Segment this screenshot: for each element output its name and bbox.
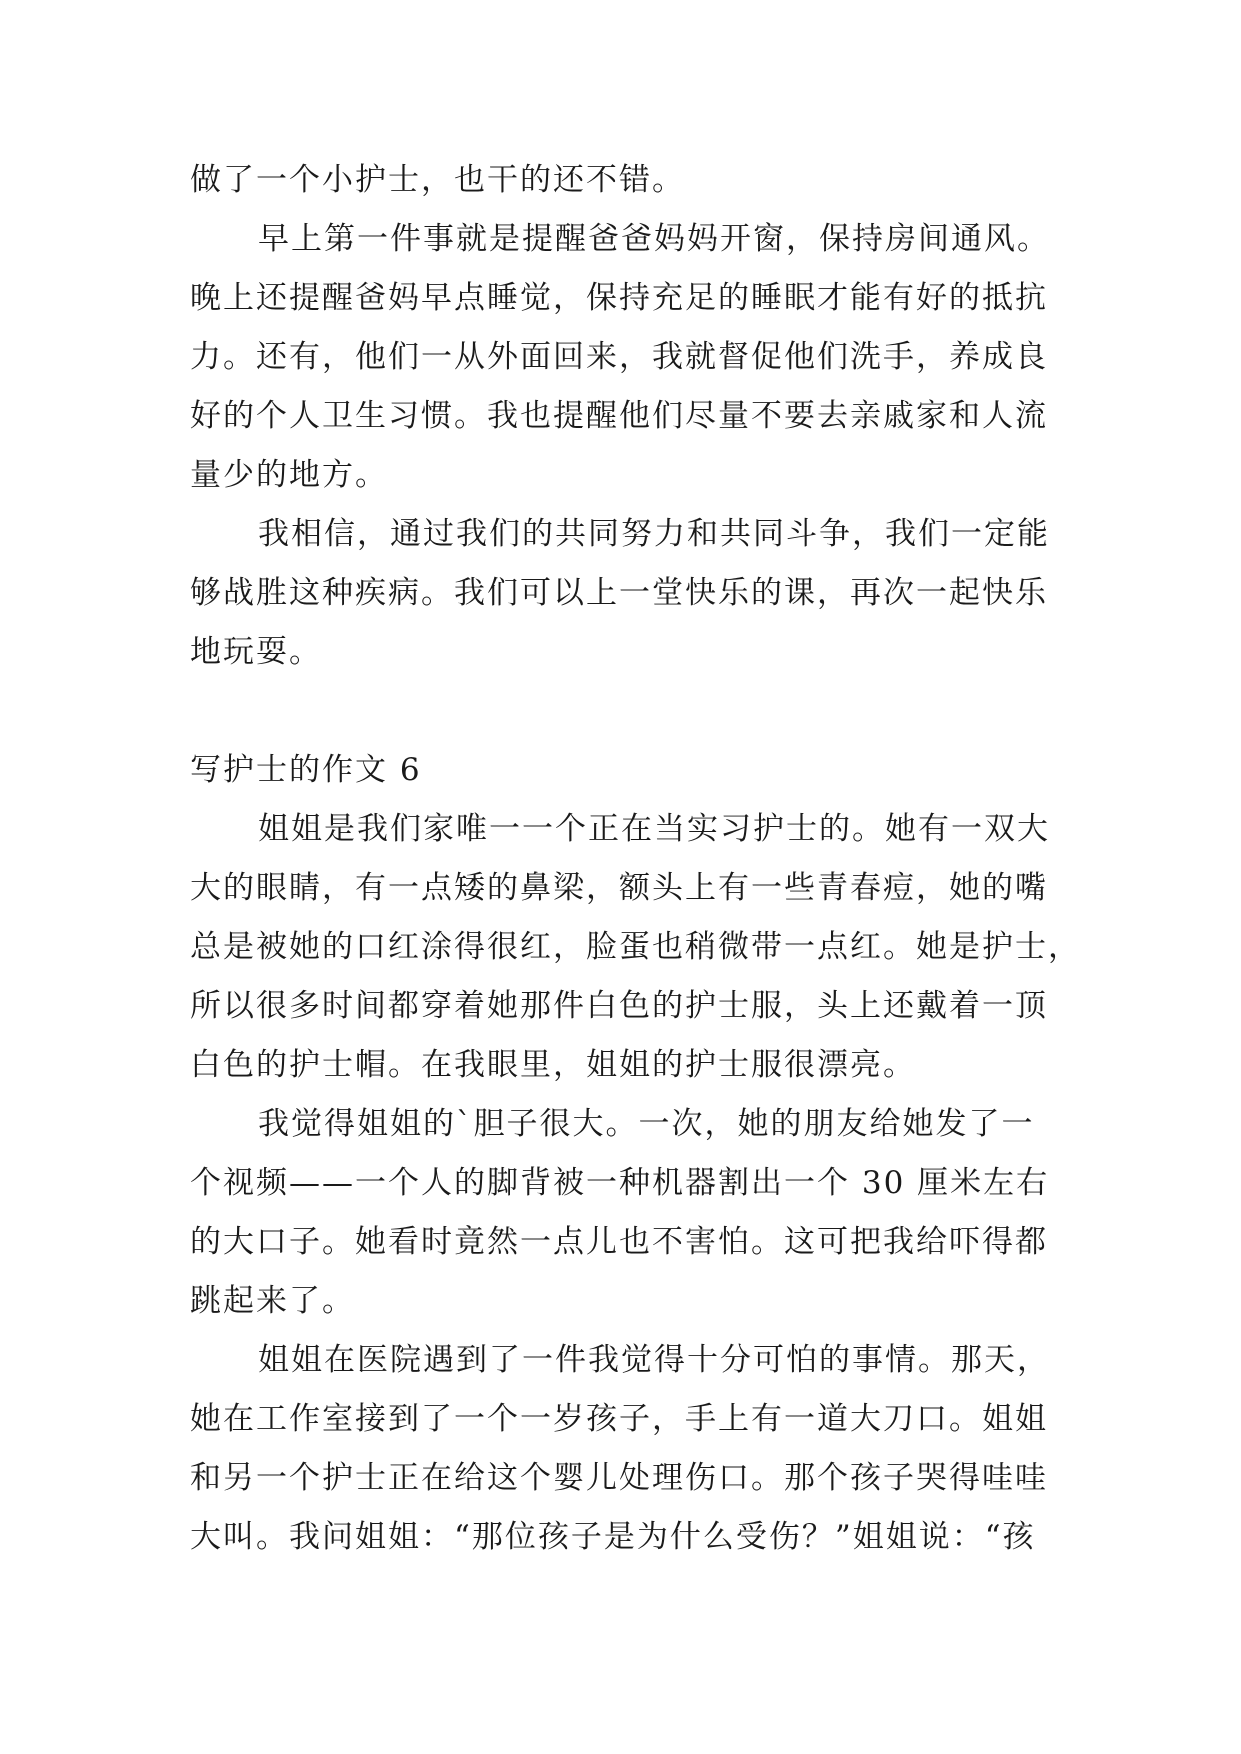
text-line: 好的个人卫生习惯。我也提醒他们尽量不要去亲戚家和人流: [190, 398, 1048, 434]
text-line: 个视频——一个人的脚背被一种机器割出一个 30 厘米左右: [190, 1165, 1050, 1201]
text-line: 晚上还提醒爸妈早点睡觉，保持充足的睡眠才能有好的抵抗: [190, 280, 1048, 316]
text-line: 跳起来了。: [190, 1283, 355, 1319]
text-line: 量少的地方。: [190, 457, 388, 493]
text-line: 大叫。我问姐姐：“那位孩子是为什么受伤？”姐姐说：“孩: [190, 1519, 1036, 1555]
text-line: 总是被她的口红涂得很红，脸蛋也稍微带一点红。她是护士，: [190, 929, 1081, 965]
paragraph-first-line: 姐姐在医院遇到了一件我觉得十分可怕的事情。那天，: [258, 1342, 1050, 1378]
section-heading: 写护士的作文 6: [190, 752, 422, 788]
text-line: 她在工作室接到了一个一岁孩子，手上有一道大刀口。姐姐: [190, 1401, 1048, 1437]
text-line: 和另一个护士正在给这个婴儿处理伤口。那个孩子哭得哇哇: [190, 1460, 1048, 1496]
paragraph-first-line: 姐姐是我们家唯一一个正在当实习护士的。她有一双大: [258, 811, 1050, 847]
text-line: 白色的护士帽。在我眼里，姐姐的护士服很漂亮。: [190, 1047, 916, 1083]
paragraph-first-line: 早上第一件事就是提醒爸爸妈妈开窗，保持房间通风。: [258, 221, 1050, 257]
text-line: 的大口子。她看时竟然一点儿也不害怕。这可把我给吓得都: [190, 1224, 1048, 1260]
text-line: 所以很多时间都穿着她那件白色的护士服，头上还戴着一顶: [190, 988, 1048, 1024]
text-line: 大的眼睛，有一点矮的鼻梁，额头上有一些青春痘，她的嘴: [190, 870, 1048, 906]
text-line: 做了一个小护士，也干的还不错。: [190, 162, 685, 198]
paragraph-first-line: 我觉得姐姐的`胆子很大。一次，她的朋友给她发了一: [258, 1106, 1035, 1142]
text-line: 力。还有，他们一从外面回来，我就督促他们洗手，养成良: [190, 339, 1048, 375]
text-line: 地玩耍。: [190, 634, 322, 670]
paragraph-first-line: 我相信，通过我们的共同努力和共同斗争，我们一定能: [258, 516, 1050, 552]
text-line: 够战胜这种疾病。我们可以上一堂快乐的课，再次一起快乐: [190, 575, 1048, 611]
